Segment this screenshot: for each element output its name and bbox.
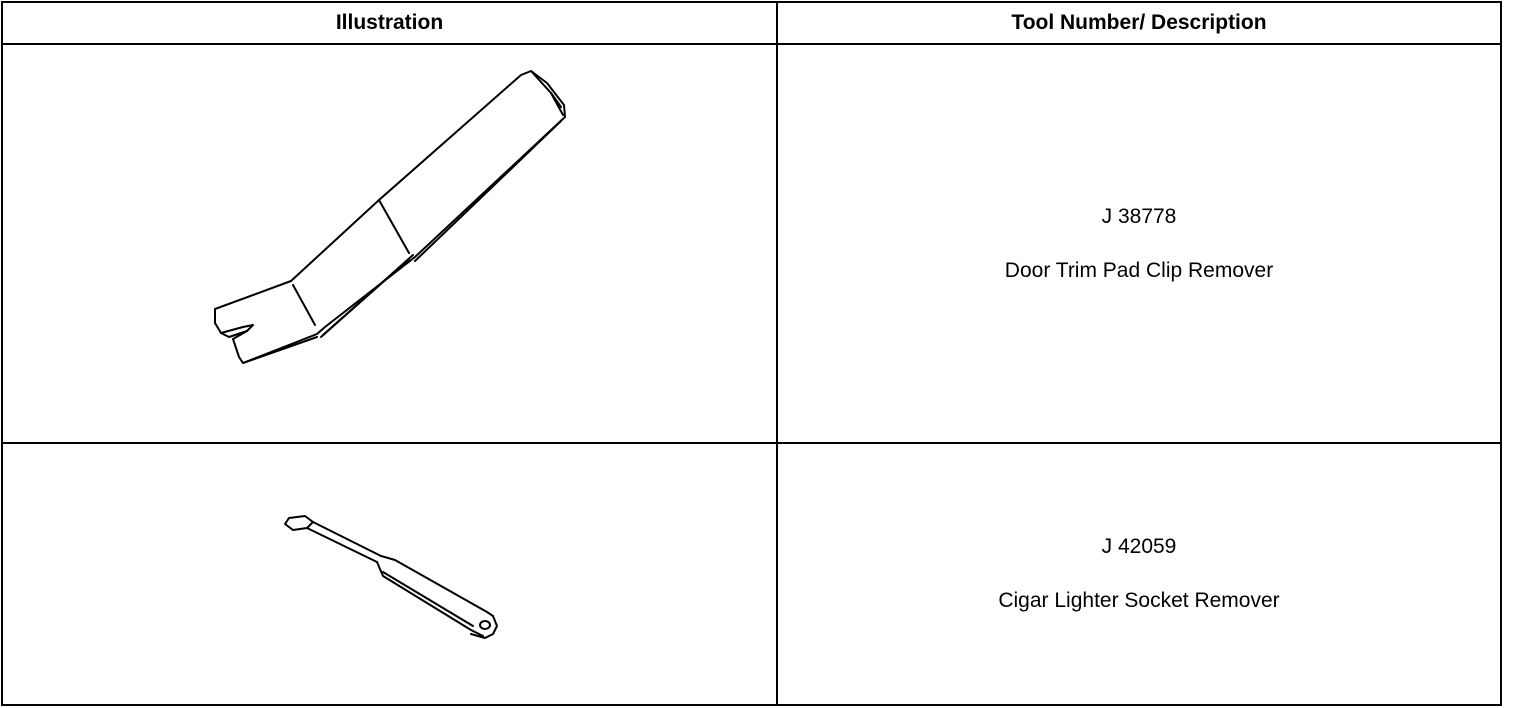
table-row <box>2 44 1501 443</box>
tool-number: J 38778 <box>1101 204 1177 228</box>
header-illustration: Illustration <box>2 2 777 44</box>
tool-number: J 42059 <box>1101 535 1177 558</box>
tool-description: Cigar Lighter Socket Remover <box>998 589 1280 612</box>
special-tools-table <box>1 1 1502 706</box>
header-tool-description: Tool Number/ Description <box>777 2 1501 44</box>
table-row <box>2 443 1501 705</box>
header-row <box>2 2 1501 44</box>
illustration-cell <box>2 443 777 705</box>
tool-description: Door Trim Pad Clip Remover <box>1004 258 1274 282</box>
cigar-lighter-socket-remover-icon <box>3 444 778 704</box>
tool-description-cell <box>777 44 1501 443</box>
illustration-cell <box>2 44 777 443</box>
tool-description-cell <box>777 443 1501 705</box>
trim-pad-clip-remover-icon <box>3 45 778 442</box>
